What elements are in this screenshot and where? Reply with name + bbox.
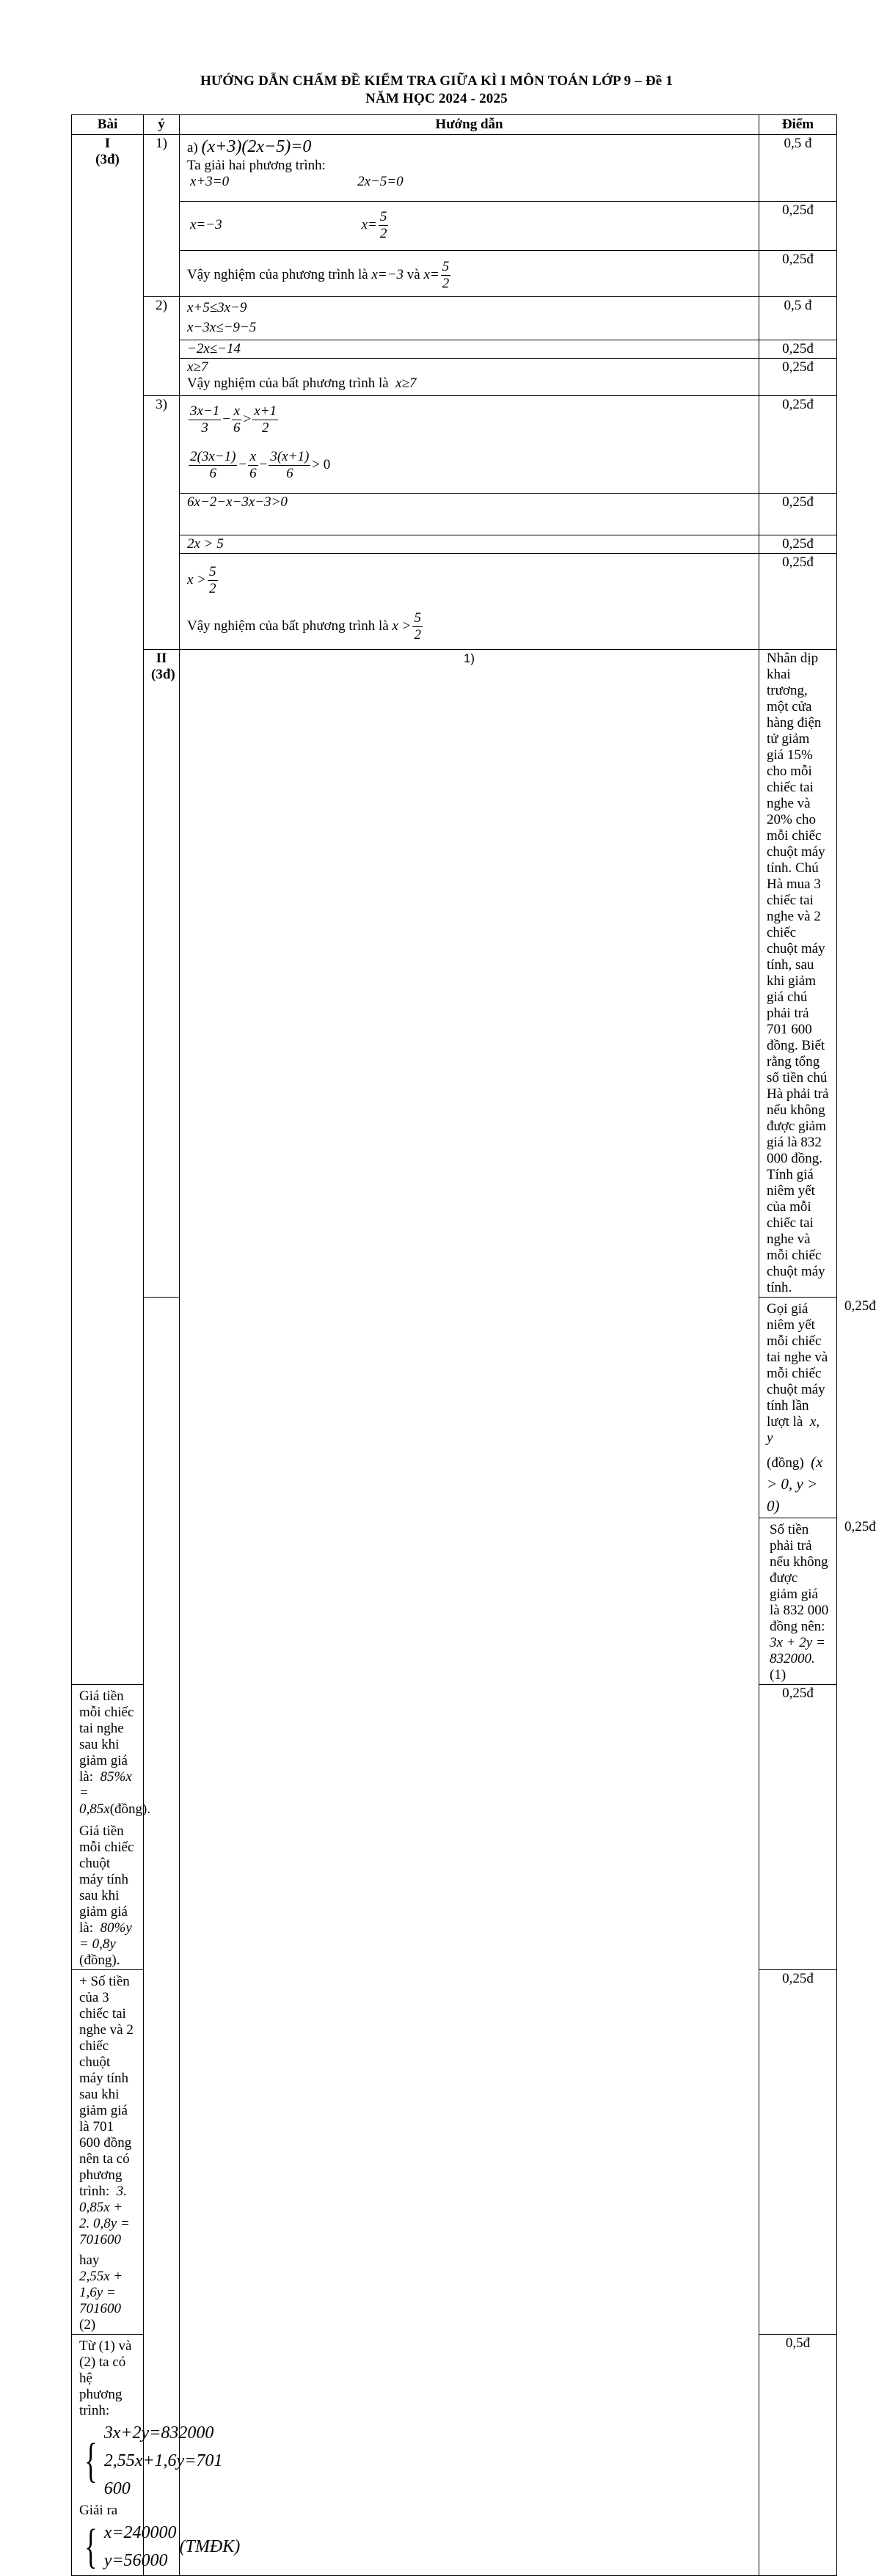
bai-1-y2-label: 2)	[144, 297, 180, 396]
bai-1-y2-conclusion	[180, 359, 759, 396]
eq-left: x+3=0	[190, 174, 230, 189]
bai-1-y1-conclusion	[180, 251, 759, 297]
system-line: y=56000	[103, 2551, 168, 2570]
conclusion-value: x≥7	[395, 376, 417, 391]
part-a-prefix: a)	[187, 140, 198, 155]
system-line: 3x+2y=832000	[103, 2423, 214, 2443]
bai-2-y1-label: 1)	[180, 650, 759, 2576]
document-subtitle: NĂM HỌC 2024 - 2025	[365, 91, 508, 106]
step-text: Từ (1) và (2) ta có hệ phương trình:	[79, 2338, 132, 2418]
step-text: Gọi giá niêm yết mỗi chiếc tai nghe và mỗi chiếc chuột máy tính lần lượt là	[767, 1301, 828, 1430]
bai-1-y3-conclusion	[180, 554, 759, 650]
fraction: $\frac{5}{2}$	[442, 258, 450, 291]
table-row	[72, 297, 837, 340]
score: 0,25đ	[759, 396, 837, 494]
fraction: $\frac{5}{2}$	[414, 610, 421, 643]
conclusion-x2-lhs: x=	[423, 267, 439, 282]
fraction: $\frac{3(x+1)}{6}$	[270, 448, 310, 481]
score: 0,25đ	[759, 1685, 837, 1970]
step-equation: 3. 0,85x + 2. 0,8y = 701600	[79, 2184, 130, 2247]
equation-tag: (2)	[79, 2317, 96, 2332]
sol-right-lhs: x=	[361, 217, 377, 233]
fraction: $\frac{x+1}{2}$	[254, 403, 277, 436]
document-title: HƯỚNG DẪN CHẤM ĐỀ KIỂM TRA GIỮA KÌ I MÔN TOÁN LỚP 9 – Đề 1	[200, 73, 674, 89]
score: 0,25đ	[759, 359, 837, 396]
bai-2-step4	[72, 1970, 144, 2335]
bai-1-y1-step1	[180, 135, 759, 202]
fraction: $\frac{5}{2}$	[209, 563, 216, 596]
intro-text: Ta giải hai phương trình:	[187, 158, 326, 173]
step-text: hay	[79, 2253, 100, 2268]
table-row	[72, 535, 837, 554]
operator: −	[238, 457, 247, 472]
table-row: Số tiền phải trả nếu không được giảm giá là 832 000 đồng nên: 3x + 2y = 832000. (1) 0,25đ	[72, 1518, 837, 1685]
bai-2-cell	[144, 650, 180, 1298]
brace-icon: {	[84, 2520, 98, 2573]
conclusion-text: Vậy nghiệm của bất phương trình là	[187, 618, 389, 634]
step-unit: (đồng).	[109, 1801, 151, 1817]
equation-2: 2,55x + 1,6y = 701600	[79, 2269, 123, 2316]
step-equation: 80%y = 0,8y	[79, 1920, 132, 1952]
fraction: $\frac{x}{6}$	[249, 448, 257, 481]
score: 0,25đ	[759, 494, 837, 535]
table-row	[72, 554, 837, 650]
score: 0,25đ	[759, 535, 837, 554]
table-row	[72, 650, 837, 1298]
brace-icon: {	[84, 2434, 98, 2487]
sol-left: x=−3	[190, 217, 222, 233]
fraction: $\frac{2(3x-1)}{6}$	[190, 448, 236, 481]
bai-1-cell	[72, 135, 144, 1685]
bai-1-y3-step1	[180, 396, 759, 494]
score: 0,25đ	[759, 1970, 837, 2335]
inequality-line: x−3x≤−9−5	[187, 320, 257, 335]
table-header-row	[72, 115, 837, 135]
table-row: Gọi giá niêm yết mỗi chiếc tai nghe và mỗi chiếc chuột máy tính lần lượt là x, y (đồng) (x > 0, y > 0) 0,25đ	[72, 1298, 837, 1518]
bai-1-y1-step2	[180, 202, 759, 251]
bai-2-empty-cell	[144, 1298, 180, 2576]
bai-2-step5	[72, 2335, 241, 2576]
score: 0,25đ	[759, 554, 837, 650]
header-diem: Điểm	[759, 115, 837, 135]
eq-right: 2x−5=0	[357, 174, 404, 189]
solution-tag: (TMĐK)	[179, 2537, 241, 2556]
conclusion-lhs: x >	[392, 618, 412, 634]
step-text: Số tiền phải trả nếu không được giảm giá là 832 000 đồng nên:	[770, 1522, 829, 1634]
system-line: x=240000	[103, 2523, 177, 2542]
bai-2-points: (3đ)	[151, 667, 175, 682]
equation-a: (x+3)(2x−5)=0	[201, 137, 312, 156]
score: 0,25đ	[759, 340, 837, 359]
inequality-line: 2x > 5	[180, 535, 759, 554]
table-row	[72, 340, 837, 359]
fraction: $\frac{5}{2}$	[379, 208, 387, 241]
bai-1-y1-label: 1)	[144, 135, 180, 297]
score: 0,25đ	[759, 202, 837, 251]
solution-lhs: x >	[187, 572, 207, 588]
step-vars: x, y	[767, 1414, 820, 1446]
fraction: $\frac{x}{6}$	[233, 403, 241, 436]
bai-1-y3-label: 3)	[144, 396, 180, 650]
table-row	[72, 251, 837, 297]
operator: −	[259, 457, 268, 472]
fraction: $\frac{3x-1}{3}$	[190, 403, 220, 436]
operator: −	[222, 411, 230, 427]
bai-1-label: I	[104, 136, 111, 151]
bai-1-y2-step1	[180, 297, 759, 340]
score: 0,5 đ	[759, 135, 837, 202]
bai-2-step1	[759, 1298, 837, 1518]
conclusion-x1: x=−3	[371, 267, 404, 282]
equation-system	[79, 2419, 222, 2503]
operator: >	[243, 411, 252, 427]
inequality-line: −2x≤−14	[180, 340, 759, 359]
bai-2-step3	[72, 1685, 151, 1970]
bai-2-step2	[759, 1518, 837, 1685]
equation-1: 3x + 2y = 832000.	[770, 1635, 825, 1666]
table-row	[72, 359, 837, 396]
table-row	[72, 135, 837, 202]
score: 0,5đ	[759, 2335, 837, 2576]
conclusion-text: Vậy nghiệm của bất phương trình là	[187, 376, 389, 391]
score: 0,5 đ	[759, 297, 837, 340]
bai-1-points: (3đ)	[95, 152, 120, 167]
header-y: ý	[144, 115, 180, 135]
bai-2-label: II	[156, 651, 167, 666]
solution-system	[79, 2519, 240, 2575]
conclusion-and: và	[406, 267, 420, 282]
table-row	[72, 202, 837, 251]
step-text: Giá tiền mỗi chiếc tai nghe sau khi giảm giá là:	[79, 1688, 134, 1785]
score: 0,25đ	[759, 251, 837, 297]
inequality-line: x+5≤3x−9	[187, 300, 247, 315]
inequality-line: x≥7	[187, 359, 208, 375]
step-text: Giải ra	[79, 2503, 118, 2518]
operator: > 0	[312, 457, 331, 472]
table-row	[72, 396, 837, 494]
table-row	[72, 494, 837, 535]
step-text: Giá tiền mỗi chiếc chuột máy tính sau khi giảm giá là:	[79, 1823, 134, 1936]
step-condition: (x > 0, y > 0)	[767, 1453, 823, 1515]
problem-statement: Nhân dịp khai trương, một cửa hàng điện tử giảm giá 15% cho mỗi chiếc tai nghe và 20% cho mỗi chiếc chuột máy tính. Chú Hà mua 3 chiếc tai nghe và 2 chiếc chuột máy tính, sau khi giảm giá chú phải trả 701 600 đồng. Biết rằng tổng số tiền chú Hà phải trả nếu không được giảm giá là 832 000 đồng. Tính giá niêm yết của mỗi chiếc tai nghe và mỗi chiếc chuột máy tính.	[759, 650, 837, 1298]
step-text: + Số tiền của 3 chiếc tai nghe và 2 chiếc chuột máy tính sau khi giảm giá là 701 600 đồng nên ta có phương trình:	[79, 1974, 134, 2199]
system-line: 2,55x+1,6y=701 600	[103, 2451, 223, 2498]
header-huong-dan: Hướng dẫn	[180, 115, 759, 135]
step-unit: (đồng).	[79, 1953, 120, 1968]
equation-tag: (1)	[770, 1667, 786, 1683]
step-equation: 85%x = 0,85x	[79, 1769, 132, 1817]
grading-table	[71, 114, 876, 2576]
conclusion-text: Vậy nghiệm của phương trình là	[187, 267, 368, 282]
inequality-line: 6x−2−x−3x−3>0	[180, 494, 759, 535]
step-unit: (đồng)	[767, 1455, 804, 1471]
header-bai: Bài	[72, 115, 144, 135]
